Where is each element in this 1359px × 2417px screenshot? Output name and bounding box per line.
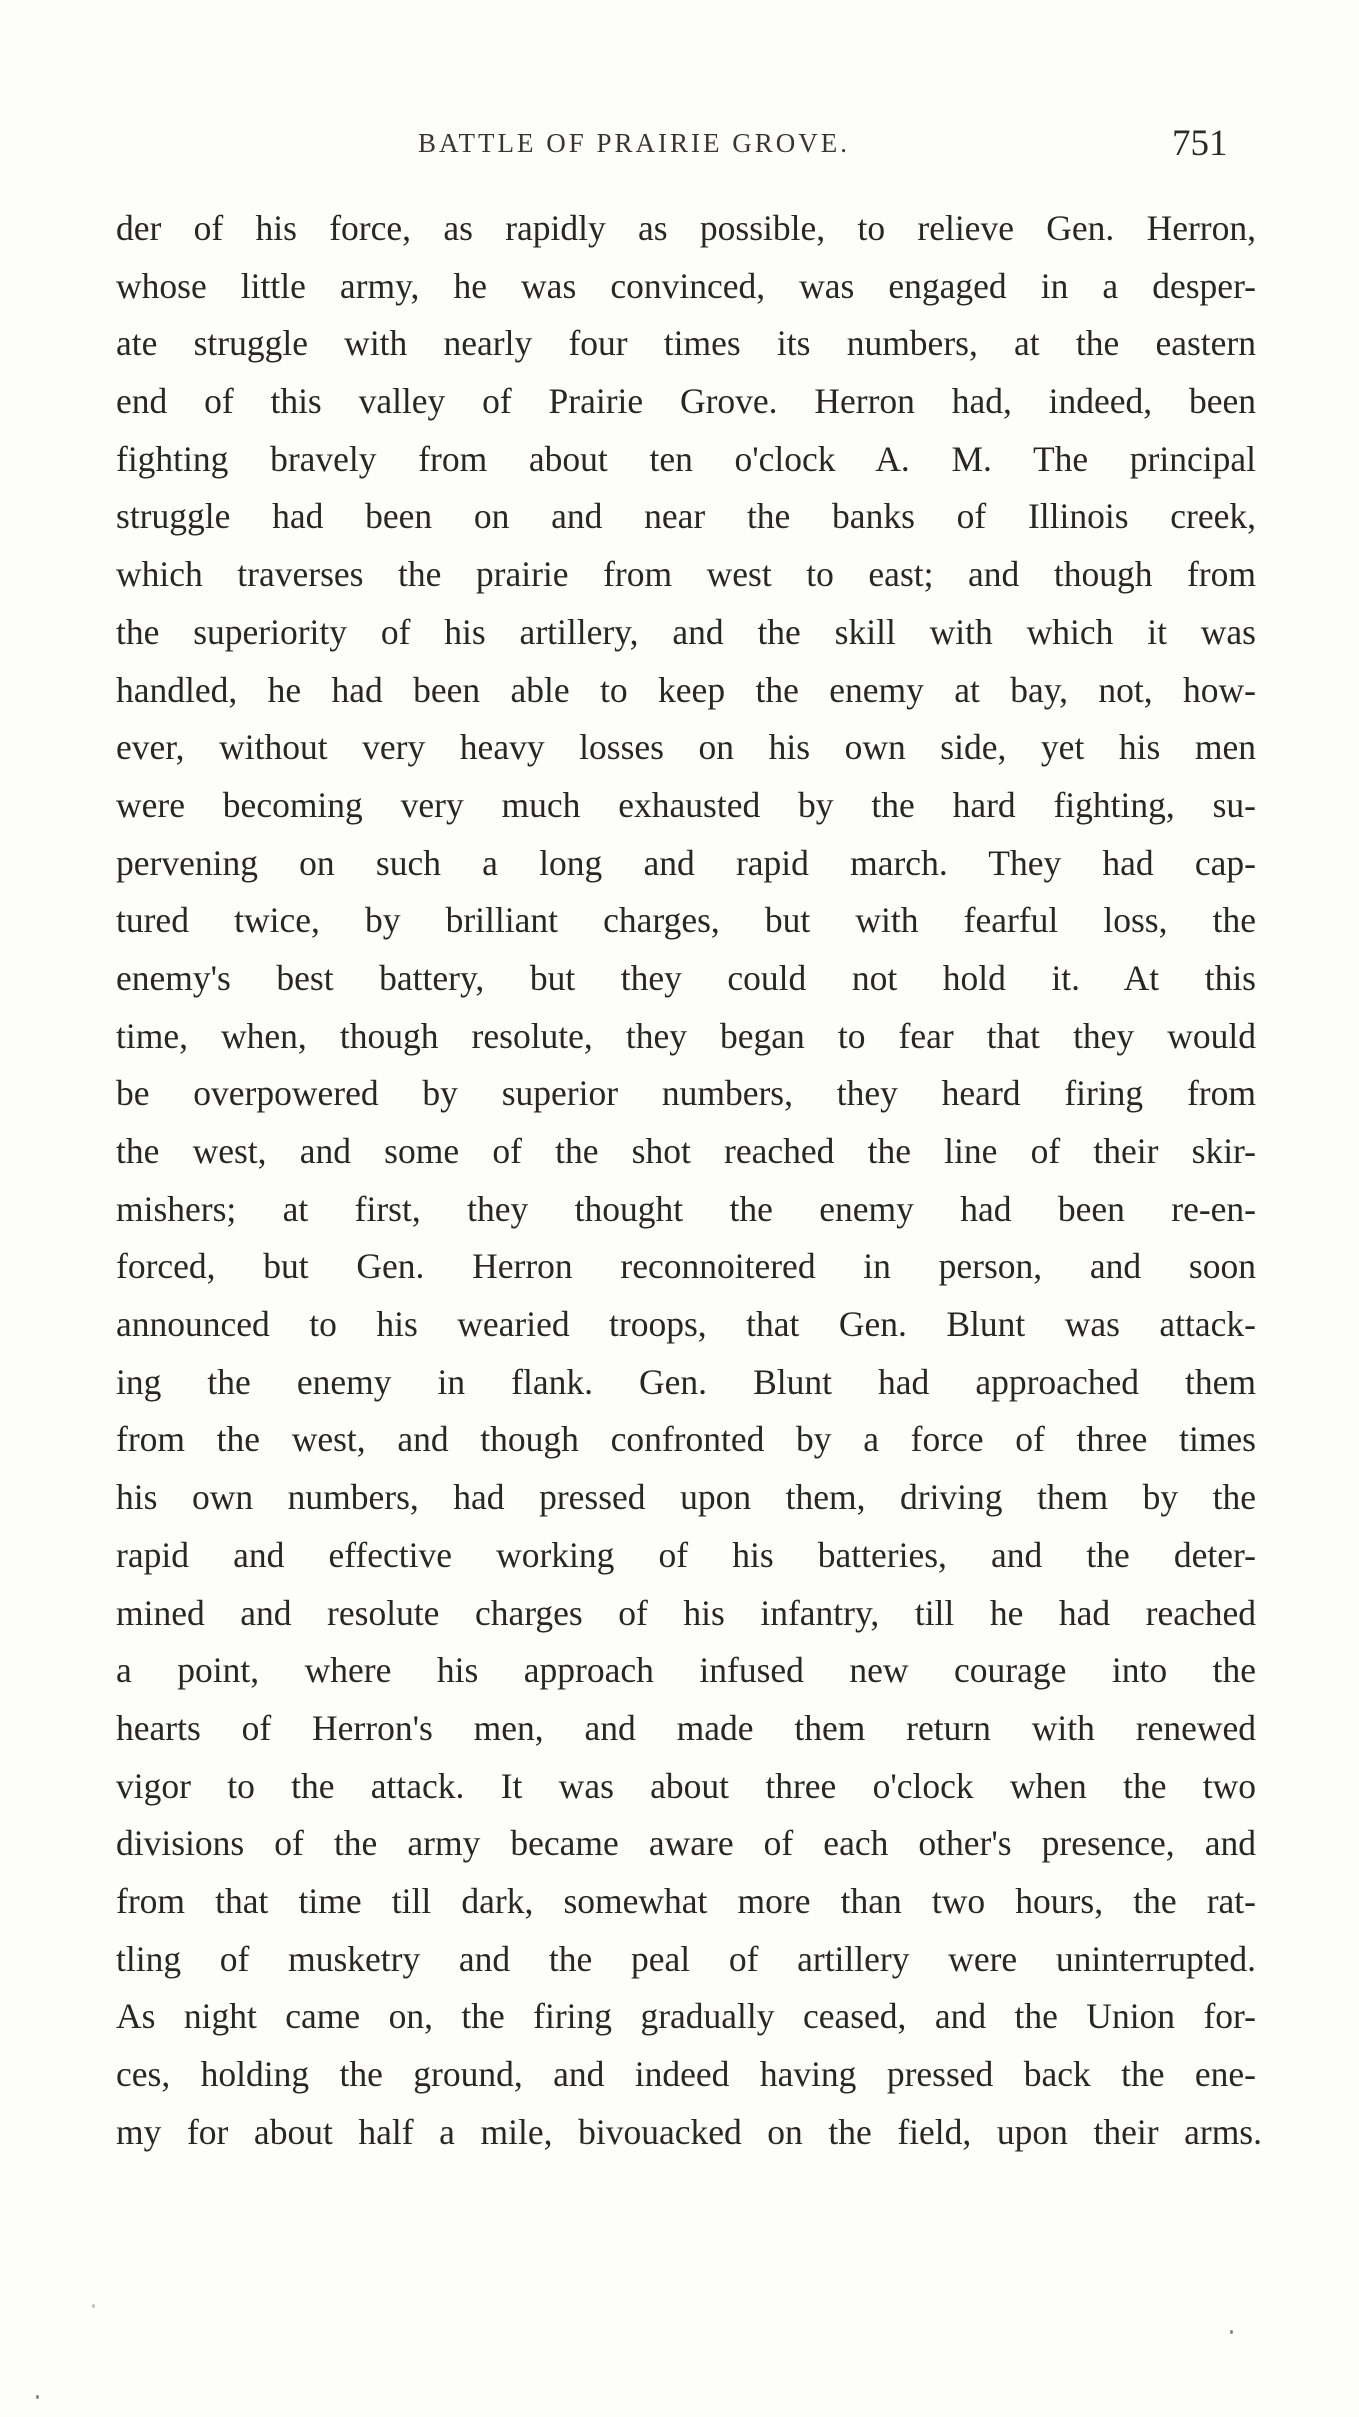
text-line: struggle had been on and near the banks of Illinois creek, <box>116 496 1256 537</box>
text-line: ces, holding the ground, and indeed having pressed back the ene- <box>116 2054 1256 2094</box>
paper-speck <box>1230 2330 1233 2334</box>
text-line: forced, but Gen. Herron reconnoitered in person, and soon <box>116 1246 1256 1287</box>
text-line: pervening on such a long and rapid march. They had cap- <box>116 842 1256 883</box>
text-line: ing the enemy in flank. Gen. Blunt had approached them <box>116 1361 1256 1402</box>
text-line: whose little army, he was convinced, was engaged in a desper- <box>116 265 1256 306</box>
text-line: divisions of the army became aware of each other's presence, and <box>116 1823 1256 1864</box>
text-line: from the west, and though confronted by a force of three times <box>116 1419 1256 1460</box>
text-line: announced to his wearied troops, that Gen. Blunt was attack- <box>116 1304 1256 1345</box>
text-line: mishers; at first, they thought the enemy had been re-en- <box>116 1188 1256 1229</box>
page-number: 751 <box>1172 123 1228 164</box>
text-line: the west, and some of the shot reached the line of their skir- <box>116 1131 1256 1171</box>
text-line: vigor to the attack. It was about three o'clock when the two <box>116 1765 1256 1806</box>
body-text <box>116 200 1262 2161</box>
text-line: As night came on, the firing gradually ceased, and the Union for- <box>116 1996 1256 2037</box>
text-line: time, when, though resolute, they began to fear that they would <box>116 1015 1256 1056</box>
text-line: der of his force, as rapidly as possible, to relieve Gen. Herron, <box>116 208 1256 248</box>
text-line: tling of musketry and the peal of artillery were uninterrupted. <box>116 1938 1256 1979</box>
text-line: from that time till dark, somewhat more than two hours, the rat- <box>116 1880 1256 1921</box>
text-line: ate struggle with nearly four times its numbers, at the eastern <box>116 323 1256 364</box>
text-line: which traverses the prairie from west to east; and though from <box>116 554 1256 595</box>
paper-speck <box>92 2304 95 2308</box>
text-line: my for about half a mile, bivouacked on the field, upon their arms. <box>116 2111 1262 2152</box>
text-line: hearts of Herron's men, and made them return with renewed <box>116 1707 1256 1748</box>
running-title: BATTLE OF PRAIRIE GROVE. <box>418 128 851 158</box>
text-line: were becoming very much exhausted by the hard fighting, su- <box>116 784 1256 825</box>
text-line: end of this valley of Prairie Grove. Herron had, indeed, been <box>116 381 1256 422</box>
text-line: handled, he had been able to keep the enemy at bay, not, how- <box>116 669 1256 710</box>
text-line: his own numbers, had pressed upon them, driving them by the <box>116 1477 1256 1518</box>
text-line: fighting bravely from about ten o'clock A. M. The principal <box>116 438 1256 479</box>
text-line: a point, where his approach infused new courage into the <box>116 1650 1256 1691</box>
text-line: the superiority of his artillery, and the skill with which it was <box>116 611 1256 652</box>
page-header <box>0 124 1359 164</box>
text-line: be overpowered by superior numbers, they heard firing from <box>116 1073 1256 1114</box>
paper-speck <box>36 2395 39 2399</box>
text-line: ever, without very heavy losses on his own side, yet his men <box>116 727 1256 768</box>
text-line: tured twice, by brilliant charges, but with fearful loss, the <box>116 900 1256 941</box>
text-line: mined and resolute charges of his infantry, till he had reached <box>116 1592 1256 1633</box>
text-line: enemy's best battery, but they could not hold it. At this <box>116 957 1256 998</box>
text-line: rapid and effective working of his batteries, and the deter- <box>116 1534 1256 1575</box>
